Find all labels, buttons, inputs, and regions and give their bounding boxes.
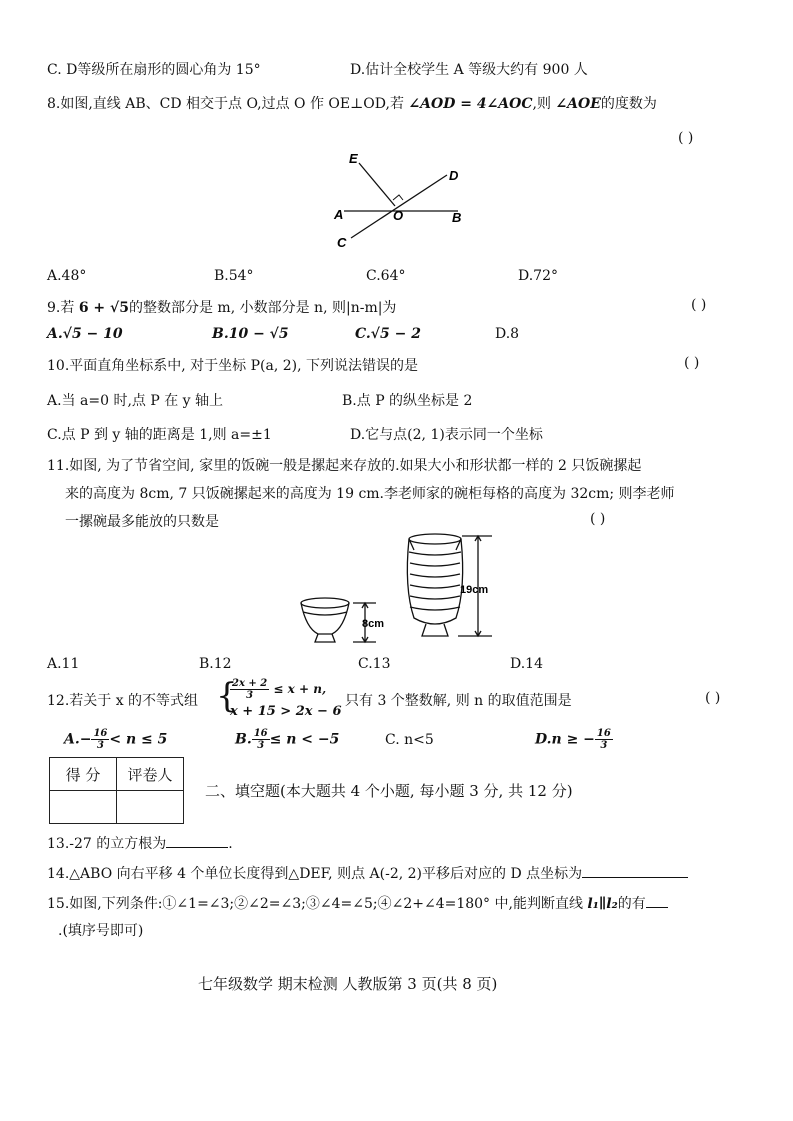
q10-option-a: A.当 a=0 时,点 P 在 y 轴上 (47, 393, 224, 409)
q8-option-a: A.48° (47, 268, 87, 284)
q9-option-c: C.√5 − 2 (355, 326, 421, 342)
q11-line3: 一摞碗最多能放的只数是 (65, 514, 219, 530)
q11-option-a: A.11 (47, 656, 80, 672)
q8-stem: 8.如图,直线 AB、CD 相交于点 O,过点 O 作 OE⊥OD,若 ∠AOD = 4∠AOC,则 ∠AOE的度数为 (47, 96, 657, 112)
q13-answer-blank[interactable] (166, 847, 228, 848)
q10-answer-paren: ( ) (684, 355, 700, 371)
inequality-2: x + 15 > 2x − 6 (230, 704, 342, 719)
q15-line2: .(填序号即可) (58, 923, 144, 939)
q11-line1: 11.如图, 为了节省空间, 家里的饭碗一般是摞起来存放的.如果大小和形状都一样的 2 只饭碗摞起 (47, 458, 642, 474)
q12-stem-b: 只有 3 个整数解, 则 n 的取值范围是 (345, 693, 572, 709)
q11-option-d: D.14 (510, 656, 543, 672)
q7-option-d: D.估计全校学生 A 等级大约有 900 人 (350, 62, 588, 78)
q15-answer-blank[interactable] (646, 907, 668, 908)
page-footer: 七年级数学 期末检测 人教版第 3 页(共 8 页) (198, 975, 498, 993)
grader-cell[interactable] (117, 791, 184, 824)
section-2-title: 二、填空题(本大题共 4 个小题, 每小题 3 分, 共 12 分) (205, 782, 573, 800)
score-cell[interactable] (50, 791, 117, 824)
q8-figure (325, 145, 475, 255)
q8-option-c: C.64° (366, 268, 406, 284)
q9-option-b: B.10 − √5 (212, 326, 289, 342)
q11-option-b: B.12 (199, 656, 232, 672)
q10-option-c: C.点 P 到 y 轴的距离是 1,则 a=±1 (47, 427, 272, 443)
label-C: C (337, 235, 347, 250)
q12-option-b: B. $\frac{16}{3}$ ≤ n < −5 (235, 728, 340, 751)
q9-stem: 9.若 6 + √5的整数部分是 m, 小数部分是 n, 则|n-m|为 (47, 300, 397, 316)
label-B: B (452, 210, 462, 225)
label-E: E (349, 151, 358, 166)
q12-stem-a: 12.若关于 x 的不等式组 (47, 693, 199, 709)
q14: 14.△ABO 向右平移 4 个单位长度得到△DEF, 则点 A(-2, 2)平移后对应的 D 点坐标为 (47, 863, 688, 883)
label-8cm: 8cm (362, 618, 385, 630)
label-D: D (449, 168, 459, 183)
q10-option-d: D.它与点(2, 1)表示同一个坐标 (350, 427, 543, 443)
q13: 13.-27 的立方根为 . (47, 836, 233, 852)
q8-option-d: D.72° (518, 268, 558, 284)
label-19cm: 19cm (460, 584, 489, 596)
q11-answer-paren: ( ) (590, 511, 606, 527)
q9-answer-paren: ( ) (691, 297, 707, 313)
q10-stem: 10.平面直角坐标系中, 对于坐标 P(a, 2), 下列说法错误的是 (47, 358, 419, 374)
q11-option-c: C.13 (358, 656, 391, 672)
q9-option-a: A.√5 − 10 (47, 326, 123, 342)
q12-option-c: C. n<5 (385, 732, 434, 748)
label-A: A (334, 207, 344, 222)
score-header: 得 分 (50, 758, 117, 791)
q7-option-c: C. D等级所在扇形的圆心角为 15° (47, 62, 261, 78)
q12-option-d: D.n ≥ − $\frac{16}{3}$ (535, 728, 611, 751)
label-O: O (393, 208, 404, 223)
inequality-1: $\frac{2x + 2}{3}$ ≤ x + n, (232, 678, 327, 701)
q11-line2: 来的高度为 8cm, 7 只饭碗摞起来的高度为 19 cm.李老师家的碗柜每格的高度为 32cm; 则李老师 (65, 486, 675, 502)
q12-answer-paren: ( ) (705, 690, 721, 706)
q8-option-b: B.54° (214, 268, 254, 284)
score-table (49, 757, 184, 824)
q8-answer-paren: ( ) (678, 130, 694, 146)
q14-answer-blank[interactable] (582, 877, 688, 878)
system-brace: { (216, 676, 238, 716)
q11-bowl-figure (298, 528, 500, 650)
grader-header: 评卷人 (117, 758, 184, 791)
q10-option-b: B.点 P 的纵坐标是 2 (342, 393, 473, 409)
q12-option-a: A.− $\frac{16}{3}$ < n ≤ 5 (64, 728, 168, 751)
q15-line1: 15.如图,下列条件:①∠1=∠3;②∠2=∠3;③∠4=∠5;④∠2+∠4=180° 中,能判断直线 l₁∥l₂的有 (47, 893, 668, 913)
q9-option-d: D.8 (495, 326, 520, 342)
